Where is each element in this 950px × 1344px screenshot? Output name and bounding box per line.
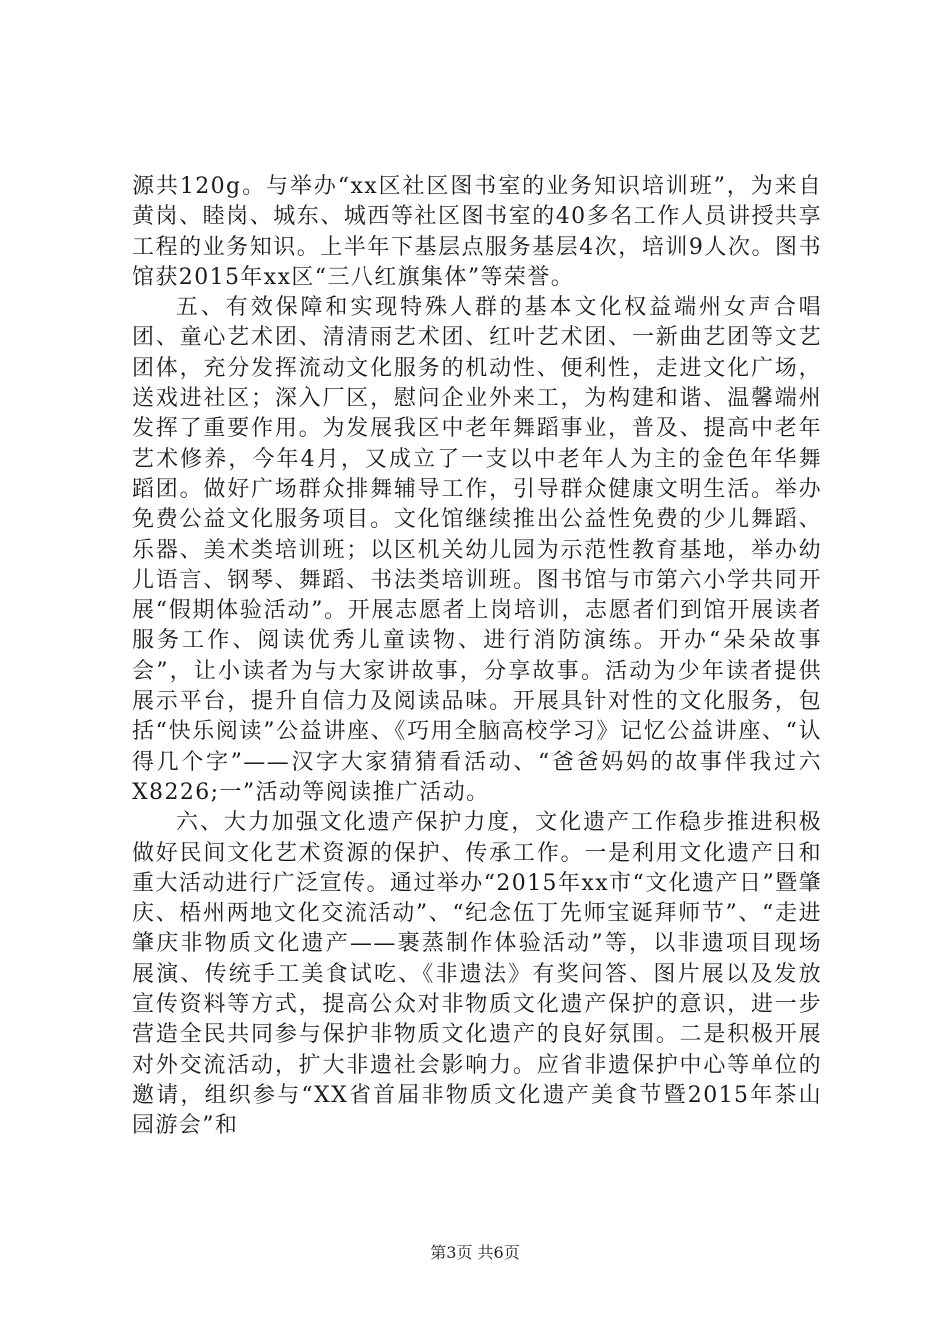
paragraph-continuation: 源共120g。与举办“xx区社区图书室的业务知识培训班”，为来自黄岗、睦岗、城东、城西等社区图书室的40多名工作人员讲授共享工程的业务知识。上半年下基层点服务基层4次，培训9人次。图书馆获2015年xx区“三八红旗集体”等荣誉。 bbox=[132, 174, 822, 290]
document-body bbox=[132, 172, 822, 1142]
paragraph-section-six: 六、大力加强文化遗产保护力度，文化遗产工作稳步推进积极做好民间文化艺术资源的保护、传承工作。一是利用文化遗产日和重大活动进行广泛宣传。通过举办“2015年xx市“文化遗产日”暨肇庆、梧州两地文化交流活动”、“纪念伍丁先师宝诞拜师节”、“走进肇庆非物质文化遗产——裹蒸制作体验活动”等，以非遗项目现场展演、传统手工美食试吃、《非遗法》有奖问答、图片展以及发放宣传资料等方式，提高公众对非物质文化遗产保护的意识，进一步营造全民共同参与保护非物质文化遗产的良好氛围。二是积极开展对外交流活动，扩大非遗社会影响力。应省非遗保护中心等单位的邀请，组织参与“XX省首届非物质文化遗产美食节暨2015年茶山园游会”和 bbox=[132, 810, 822, 1139]
page-footer: 第3页 共6页 bbox=[430, 1243, 520, 1262]
paragraph-section-five: 五、有效保障和实现特殊人群的基本文化权益端州女声合唱团、童心艺术团、清清雨艺术团、红叶艺术团、一新曲艺团等文艺团体，充分发挥流动文化服务的机动性、便利性，走进文化广场，送戏进社区；深入厂区，慰问企业外来工，为构建和谐、温馨端州发挥了重要作用。为发展我区中老年舞蹈事业，普及、提高中老年艺术修养，今年4月，又成立了一支以中老年人为主的金色年华舞蹈团。做好广场群众排舞辅导工作，引导群众健康文明生活。举办免费公益文化服务项目。文化馆继续推出公益性免费的少儿舞蹈、乐器、美术类培训班；以区机关幼儿园为示范性教育基地，举办幼儿语言、钢琴、舞蹈、书法类培训班。图书馆与市第六小学共同开展“假期体验活动”。开展志愿者上岗培训，志愿者们到馆开展读者服务工作、阅读优秀儿童读物、进行消防演练。开办“朵朵故事会”，让小读者为与大家讲故事，分享故事。活动为少年读者提供展示平台，提升自信力及阅读品味。开展具针对性的文化服务，包括“快乐阅读”公益讲座、《巧用全脑高校学习》记忆公益讲座、“认得几个字”——汉字大家猜猜看活动、“爸爸妈妈的故事伴我过六X8226;一”活动等阅读推广活动。 bbox=[132, 295, 822, 805]
